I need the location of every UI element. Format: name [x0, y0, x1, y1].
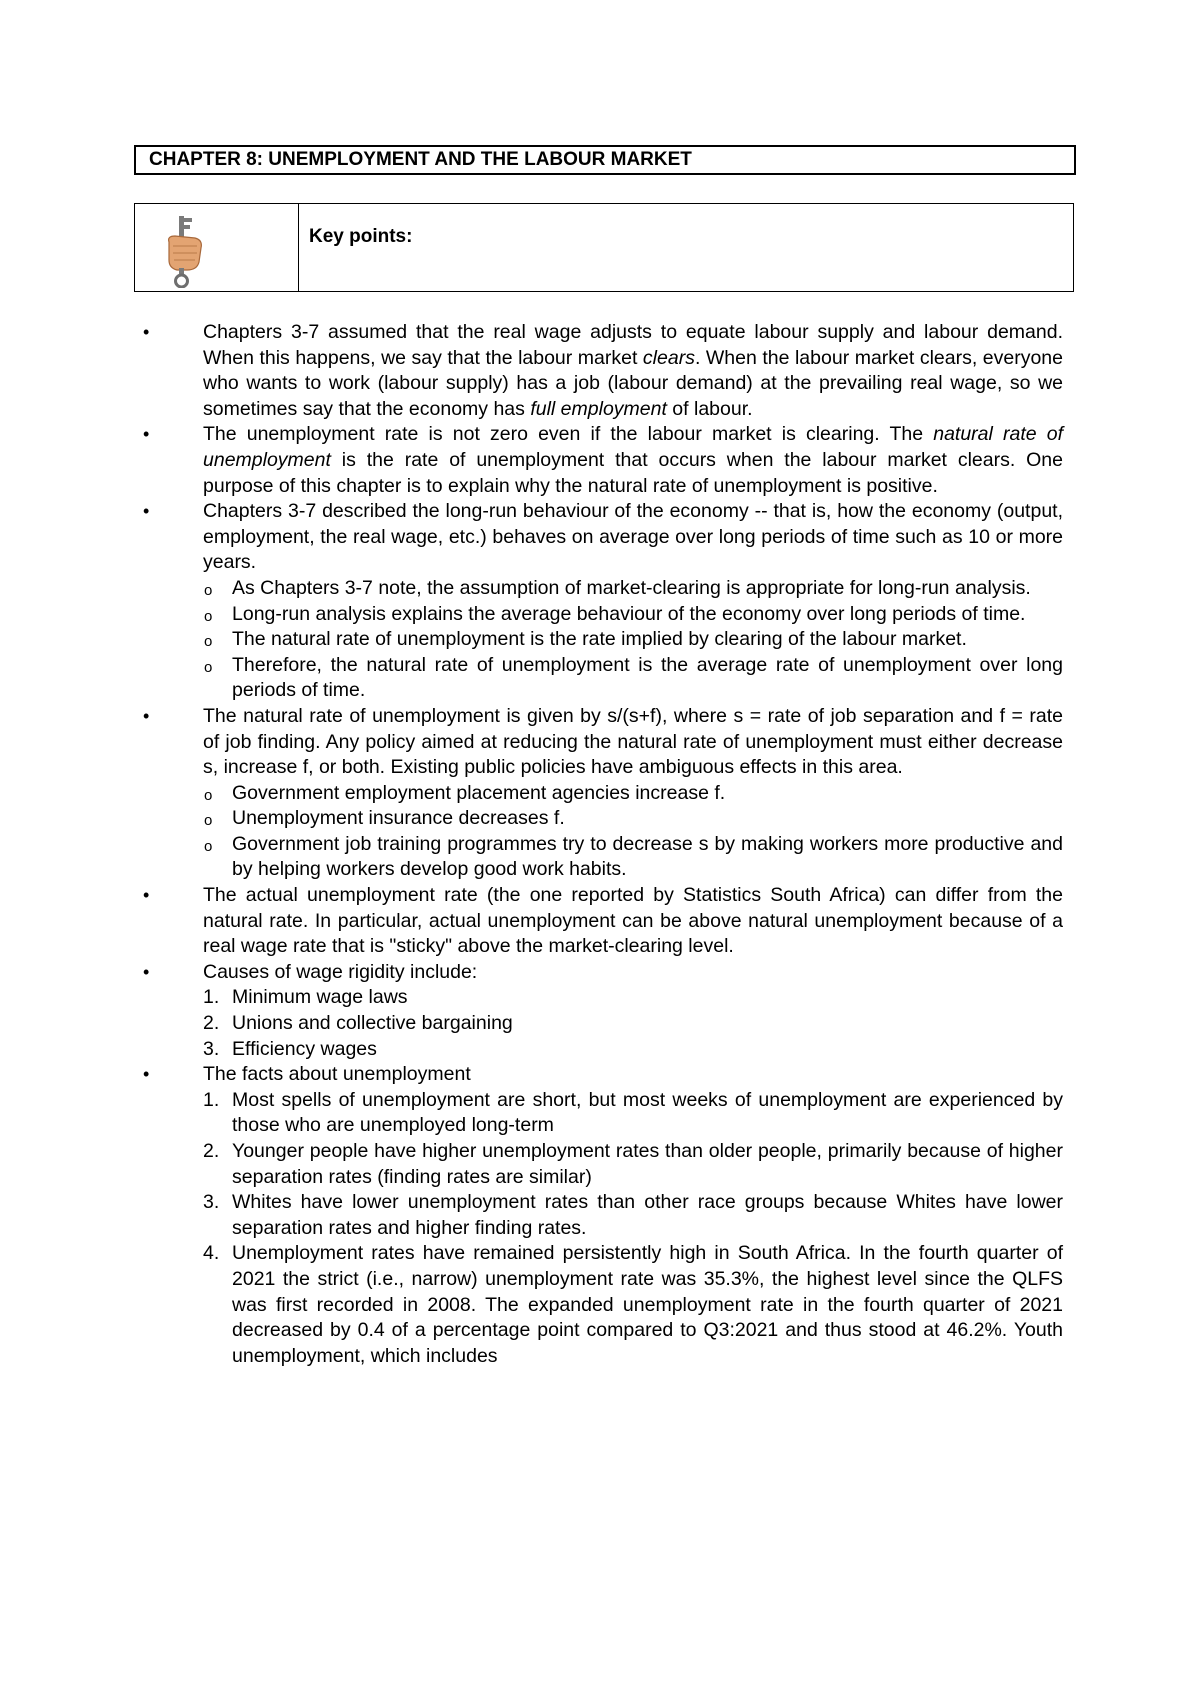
numbered-item: [143, 985, 1063, 1011]
bullet-item: [143, 499, 1063, 704]
numbered-marker: 1.: [203, 986, 220, 1009]
key-points-box: [134, 203, 1074, 292]
bullet-text: Chapters 3-7 described the long-run behaviour of the economy -- that is, how the economy (output, employment, the real wage, etc.) behaves on average over long periods of time such as 10 or more years.: [203, 500, 1063, 574]
numbered-item: [143, 1241, 1063, 1369]
chapter-title: CHAPTER 8: UNEMPLOYMENT AND THE LABOUR MARKET: [134, 145, 1076, 175]
bullet-item: [143, 883, 1063, 960]
bullet-marker: •: [143, 961, 150, 982]
bullet-text: The natural rate of unemployment is given by s/(s+f), where s = rate of job separation and f = rate of job finding. Any policy aimed at reducing the natural rate of unemployment must either decrease s, increase f, or both. Existing public policies have ambiguous effects in this area.: [203, 704, 1063, 779]
bullet-item: [143, 704, 1063, 883]
bullet-marker: •: [143, 705, 150, 726]
bullet-marker: •: [143, 322, 150, 342]
sub-bullet-item: [143, 653, 1063, 704]
key-points-label: Key points:: [309, 226, 413, 247]
numbered-marker: 2.: [203, 1012, 220, 1035]
bullet-text: Causes of wage rigidity include:: [203, 960, 478, 983]
numbered-text: Most spells of unemployment are short, but most weeks of unemployment are experienced by those who are unemployed long-term: [232, 1088, 1063, 1137]
sub-bullet-marker: o: [204, 607, 213, 625]
sub-bullet-text: Therefore, the natural rate of unemployment is the average rate of unemployment over long periods of time.: [232, 653, 1063, 702]
sub-bullet-marker: o: [204, 812, 213, 830]
numbered-text: Younger people have higher unemployment rates than older people, primarily because of higher separation rates (finding rates are similar): [232, 1140, 1063, 1188]
sub-bullet-text: Unemployment insurance decreases f.: [232, 807, 565, 830]
sub-bullet-item: [143, 576, 1063, 602]
sub-bullet-item: [143, 602, 1063, 628]
key-points-icon-cell: [135, 204, 299, 291]
numbered-text: Minimum wage laws: [232, 986, 408, 1009]
sub-bullet-marker: o: [204, 658, 213, 676]
bullet-text: The actual unemployment rate (the one reported by Statistics South Africa) can differ from the natural rate. In particular, actual unemployment can be above natural unemployment because of a real wage rate that is "sticky" above the market-clearing level.: [203, 884, 1063, 958]
key-points-list: [143, 320, 1063, 1369]
sub-bullet-text: Government employment placement agencies increase f.: [232, 781, 726, 804]
bullet-item: [143, 960, 1063, 1062]
numbered-marker: 3.: [203, 1191, 220, 1214]
numbered-text: Unions and collective bargaining: [232, 1012, 513, 1035]
sub-bullet-marker: o: [204, 633, 213, 651]
sub-bullet-text: As Chapters 3-7 note, the assumption of market-clearing is appropriate for long-run analysis.: [232, 576, 1031, 599]
sub-bullet-text: Government job training programmes try to decrease s by making workers more productive and by helping workers develop good work habits.: [232, 832, 1063, 881]
sub-bullet-marker: o: [204, 837, 213, 855]
bullet-marker: •: [143, 501, 150, 522]
numbered-item: [143, 1011, 1063, 1037]
numbered-text: Whites have lower unemployment rates than other race groups because Whites have lower separation rates and higher finding rates.: [232, 1191, 1063, 1239]
sub-bullet-text: The natural rate of unemployment is the rate implied by clearing of the labour market.: [232, 628, 967, 651]
bullet-text: Chapters 3-7 assumed that the real wage adjusts to equate labour supply and labour demand. When this happens, we say that the labour market clears. When the labour market clears, everyone who wants to work (labour supply) has a job (labour demand) at the prevailing real wage, so we sometimes say that the economy has full employment of labour.: [203, 321, 1063, 420]
bullet-item: [143, 1062, 1063, 1369]
numbered-item: [143, 1037, 1063, 1063]
numbered-marker: 3.: [203, 1037, 220, 1060]
numbered-item: [143, 1139, 1063, 1190]
sub-bullet-item: [143, 806, 1063, 832]
numbered-marker: 4.: [203, 1242, 220, 1265]
numbered-marker: 1.: [203, 1088, 220, 1111]
numbered-item: [143, 1088, 1063, 1139]
key-in-hand-icon: [161, 212, 209, 288]
sub-bullet-item: [143, 627, 1063, 653]
numbered-text: Unemployment rates have remained persistently high in South Africa. In the fourth quarter of 2021 the strict (i.e., narrow) unemployment rate was 35.3%, the highest level since the QLFS was first recorded in 2008. The expanded unemployment rate in the fourth quarter of 2021 decreased by 0.4 of a percentage point compared to Q3:2021 and thus stood at 46.2%. Youth unemployment, which includes: [232, 1242, 1063, 1367]
bullet-text: The unemployment rate is not zero even if the labour market is clearing. The natural rate of unemployment is the rate of unemployment that occurs when the labour market clears. One purpose of this chapter is to explain why the natural rate of unemployment is positive.: [203, 423, 1063, 497]
sub-bullet-item: [143, 832, 1063, 883]
numbered-text: Efficiency wages: [232, 1037, 377, 1060]
bullet-marker: •: [143, 885, 150, 906]
bullet-item: [143, 422, 1063, 499]
bullet-marker: •: [143, 424, 150, 445]
sub-bullet-marker: o: [204, 581, 213, 599]
sub-bullet-text: Long-run analysis explains the average behaviour of the economy over long periods of time.: [232, 602, 1026, 625]
bullet-item: [143, 320, 1063, 422]
numbered-item: [143, 1190, 1063, 1241]
sub-bullet-marker: o: [204, 786, 213, 804]
bullet-marker: •: [143, 1064, 150, 1085]
sub-bullet-item: [143, 781, 1063, 807]
bullet-text: The facts about unemployment: [203, 1063, 471, 1086]
numbered-marker: 2.: [203, 1140, 220, 1162]
